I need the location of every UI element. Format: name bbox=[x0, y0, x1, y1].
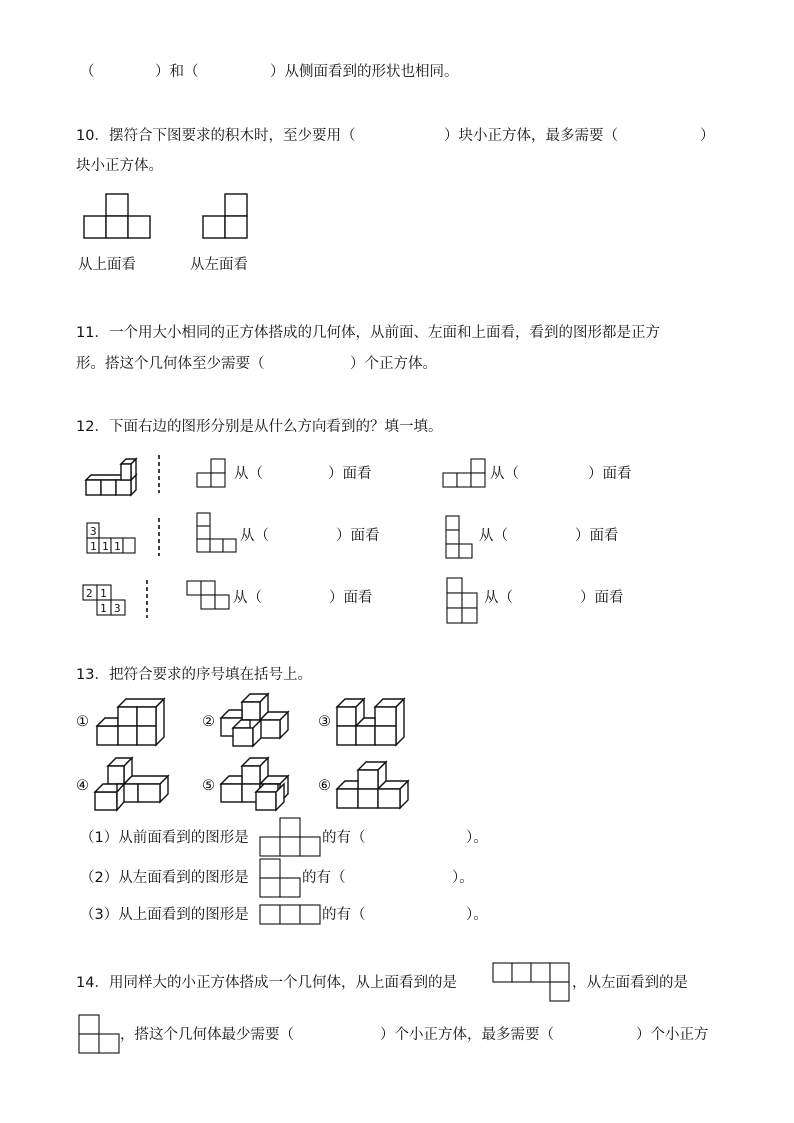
q12-row1-b-close: ）面看 bbox=[588, 466, 632, 482]
q13-s1-c: ）。 bbox=[466, 830, 488, 846]
q13-solid-2 bbox=[220, 692, 292, 750]
q13-label-4: ④ bbox=[76, 778, 89, 794]
q13-solid-4 bbox=[94, 756, 170, 812]
q14-line2-c: ）个小正方 bbox=[636, 1027, 709, 1043]
q13-s3-c: ）。 bbox=[466, 907, 488, 923]
q13-title: 13．把符合要求的序号填在括号上。 bbox=[76, 667, 312, 683]
q13-s3-view-figure bbox=[260, 904, 322, 926]
q13-solid-3 bbox=[336, 695, 408, 747]
grid-num: 1 bbox=[102, 540, 109, 553]
q13-solid-5 bbox=[220, 756, 292, 812]
q10-caption-left: 从左面看 bbox=[190, 257, 248, 273]
q13-solid-6 bbox=[336, 758, 410, 810]
q14-line2-b: ）个小正方体，最多需要（ bbox=[380, 1027, 554, 1043]
q9-tail-text: ）从侧面看到的形状也相同。 bbox=[270, 64, 459, 80]
grid-num: 3 bbox=[90, 525, 97, 538]
q13-label-1: ① bbox=[76, 714, 89, 730]
q13-solid-1 bbox=[96, 695, 168, 747]
q13-s1-view-figure bbox=[260, 817, 322, 859]
q13-label-6: ⑥ bbox=[318, 778, 331, 794]
q12-row3-a-close: ）面看 bbox=[329, 590, 373, 606]
q14-top-view-figure bbox=[492, 962, 574, 1004]
q12-row2-a-from: 从（ bbox=[240, 528, 269, 544]
q10-top-view-figure bbox=[84, 193, 154, 239]
q13-s2-view-figure bbox=[260, 858, 304, 900]
q12-row1-view-b bbox=[442, 458, 488, 490]
q13-s2-b: 的有（ bbox=[302, 870, 346, 886]
q12-row2-view-b bbox=[445, 515, 477, 561]
q12-row1-a-from: 从（ bbox=[234, 466, 263, 482]
q9-and-text: ）和（ bbox=[155, 64, 199, 80]
q13-s1-a: （1）从前面看到的图形是 bbox=[80, 830, 249, 846]
q12-row3-b-close: ）面看 bbox=[580, 590, 624, 606]
q10-left-view-figure bbox=[203, 193, 253, 239]
q12-row3-view-b bbox=[446, 577, 482, 625]
q13-s1-b: 的有（ bbox=[322, 830, 366, 846]
q13-s2-c: ）。 bbox=[452, 870, 474, 886]
q12-row3-a-from: 从（ bbox=[233, 590, 262, 606]
q11-line2-a: 形。搭这个几何体至少需要（ bbox=[76, 356, 265, 372]
q12-row3-b-from: 从（ bbox=[484, 590, 513, 606]
q12-row1-view bbox=[197, 458, 229, 490]
q12-row2-number-grid bbox=[86, 522, 136, 556]
q12-row2-divider bbox=[156, 518, 162, 558]
q12-row1-a-close: ）面看 bbox=[328, 466, 372, 482]
q12-row1-b-from: 从（ bbox=[490, 466, 519, 482]
q13-s3-a: （3）从上面看到的图形是 bbox=[80, 907, 249, 923]
q13-label-2: ② bbox=[202, 714, 215, 730]
q14-line1-b: ，从左面看到的是 bbox=[572, 975, 688, 991]
q12-row3-number-grid bbox=[82, 584, 130, 618]
q12-title: 12．下面右边的图形分别是从什么方向看到的？填一填。 bbox=[76, 419, 443, 435]
q10-line2: 块小正方体。 bbox=[76, 158, 163, 174]
grid-num: 3 bbox=[114, 602, 121, 615]
q11-line1: 11．一个用大小相同的正方体搭成的几何体，从前面、左面和上面看，看到的图形都是正方 bbox=[76, 325, 660, 341]
q9-open-paren: （ bbox=[80, 64, 95, 80]
grid-num: 1 bbox=[114, 540, 121, 553]
q13-s2-a: （2）从左面看到的图形是 bbox=[80, 870, 249, 886]
q12-row2-a-close: ）面看 bbox=[336, 528, 380, 544]
grid-num: 1 bbox=[90, 540, 97, 553]
q14-left-view-figure bbox=[78, 1014, 122, 1056]
q12-row2-b-from: 从（ bbox=[479, 528, 508, 544]
q12-row3-divider bbox=[144, 580, 150, 620]
q10-line1-b: ）块小正方体，最多需要（ bbox=[444, 128, 618, 144]
q12-row1-solid bbox=[84, 458, 140, 498]
grid-num: 2 bbox=[86, 587, 93, 600]
q12-row2-b-close: ）面看 bbox=[575, 528, 619, 544]
q12-row2-view bbox=[197, 512, 243, 558]
q11-line2-b: ）个正方体。 bbox=[350, 356, 437, 372]
grid-num: 1 bbox=[100, 602, 107, 615]
q12-row3-view bbox=[186, 580, 232, 612]
q14-line2-a: ，搭这个几何体最少需要（ bbox=[120, 1027, 294, 1043]
q10-line1-c: ） bbox=[700, 128, 715, 144]
q12-row1-divider bbox=[156, 455, 162, 495]
q13-s3-b: 的有（ bbox=[322, 907, 366, 923]
q13-label-5: ⑤ bbox=[202, 778, 215, 794]
grid-num: 1 bbox=[100, 587, 107, 600]
q13-label-3: ③ bbox=[318, 714, 331, 730]
q10-line1-a: 10．摆符合下图要求的积木时，至少要用（ bbox=[76, 128, 356, 144]
q14-line1-a: 14．用同样大的小正方体搭成一个几何体，从上面看到的是 bbox=[76, 975, 457, 991]
q10-caption-top: 从上面看 bbox=[78, 257, 136, 273]
